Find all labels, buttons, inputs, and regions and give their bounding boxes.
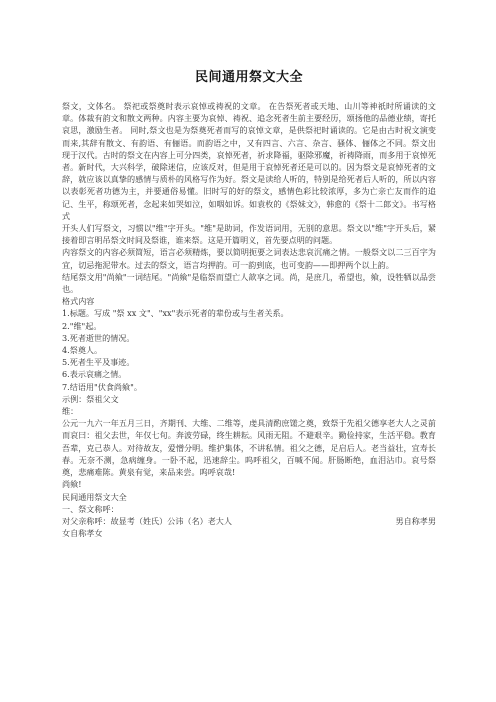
format-item: 7.结语用"伏食尚飨"。 [62, 381, 142, 392]
format-item: 2."维"起。 [62, 320, 102, 331]
call-right: 男自称孝男 [395, 515, 436, 526]
ending-paragraph: 结尾祭文用"尚飨"一词结尾。"尚飨"是临祭而望亡人歆享之词。尚，是庶几，希望也，飨，设牲牺以品尝也。 [62, 271, 436, 295]
format-item: 3.死者逝世的情况。 [62, 332, 135, 343]
format-heading: 格式内容 [62, 296, 95, 307]
shang-xiang: 尚飨! [62, 479, 82, 490]
document-page [62, 66, 436, 539]
wei-line: 维： [62, 406, 79, 417]
call-row [62, 515, 436, 527]
intro-paragraph: 祭文，文体名。 祭祀或祭奠时表示哀悼或祷祝的文章。 在告祭死者或天地、山川等神祇时所诵读的文章。体裁有韵文和散文两种。内容主要为哀悼、祷祝、追念死者生前主要经历，颂扬他的品德业绩，寄托哀思，激励生者。 同时,祭文也是为祭奠死者而写的哀悼文章，是供祭祀时诵读的。它是由古时祝文演变而来,其辞有散文、有韵语、有俪语。而韵语之中，又有四言、六言、杂言、骚体、俪体之不同。祭文出现于汉代。古时的祭文在内容上可分四类，哀悼死者，祈求降福，驱除邪魔，祈祷降雨，而多用于哀悼死者。新时代，大兴科学，破除迷信，应该反对，但是用于哀悼死者还是可以的。因为祭文是哀悼死者的文辞，就应该以真挚的感情与质朴的风格写作为好。祭文是读给人听的，特别是给死者后人听的，所以内容以表彰死者功德为主，并要通俗易懂。旧时写的好的祭文，感情色彩比较浓厚，多为亡亲亡友而作的追记、生平，称颂死者，念起来如哭如泣，如咽如诉。如袁枚的《祭妹文》，韩愈的《祭十二郎文》。书写格式 [62, 101, 436, 221]
section2-subheading: 一、祭文称呼： [62, 503, 119, 514]
example-label: 示例：祭祖父文 [62, 393, 119, 404]
document-title: 民间通用祭文大全 [194, 70, 303, 85]
format-item: 4.祭奠人。 [62, 345, 103, 356]
format-item: 1.标题。写成 "祭 xx 文"、"xx"表示死者的辈份或与生者关系。 [62, 308, 289, 319]
format-list [62, 307, 436, 392]
format-item: 5.死者生平及事迹。 [62, 357, 135, 368]
section2-title: 民间通用祭文大全 [62, 491, 127, 502]
opening-paragraph: 开头人们写祭文，习惯以"维"字开头。"维"是助词，作发语词用，无别的意思。祭文以"维"字开头后，紧接着即言明吊祭文时间及祭谁，谁来祭。这是开篇明义，首先要点明的问题。 [62, 223, 436, 246]
call-left: 对父亲称呼：故显考（姓氏）公讳（名）老大人 [62, 515, 232, 526]
format-item: 6.表示哀痛之情。 [62, 369, 127, 380]
example-body: 公元一九六一年五月三日，齐期刊、大维、二维等，虔具清酌庶馐之奠，致祭于先祖父德享老大人之灵前而哀曰：祖父去世，年仅七旬。奔波劳碌，终生耕耘。风雨无阻。不避艰辛。勤俭持家，生活平稳。教育吾辈，克己恭人。对待故友，爱憎分明。维护集体，不讲私情。祖父之德，足启后人。老当益壮，宜寿长春。无奈不测，急病缠身。一卧不起，迅速辞尘。呜呼祖父，百喊不闻。肝肠断绝，血泪沾巾。哀号祭奠，悲痛难陈。黄泉有觉，来品来尝。呜呼哀哉! [62, 418, 436, 478]
call-tail: 女自称孝女 [62, 528, 103, 539]
content-paragraph: 内容祭文的内容必须简短，语言必须精炼，要以简明扼要之词表达悲哀沉痛之情。一般祭文以二三百字为宜，切忌拖泥带水。过去的祭文，语言均押韵。可一韵到底，也可变韵——即押两个以上韵。 [62, 247, 436, 270]
